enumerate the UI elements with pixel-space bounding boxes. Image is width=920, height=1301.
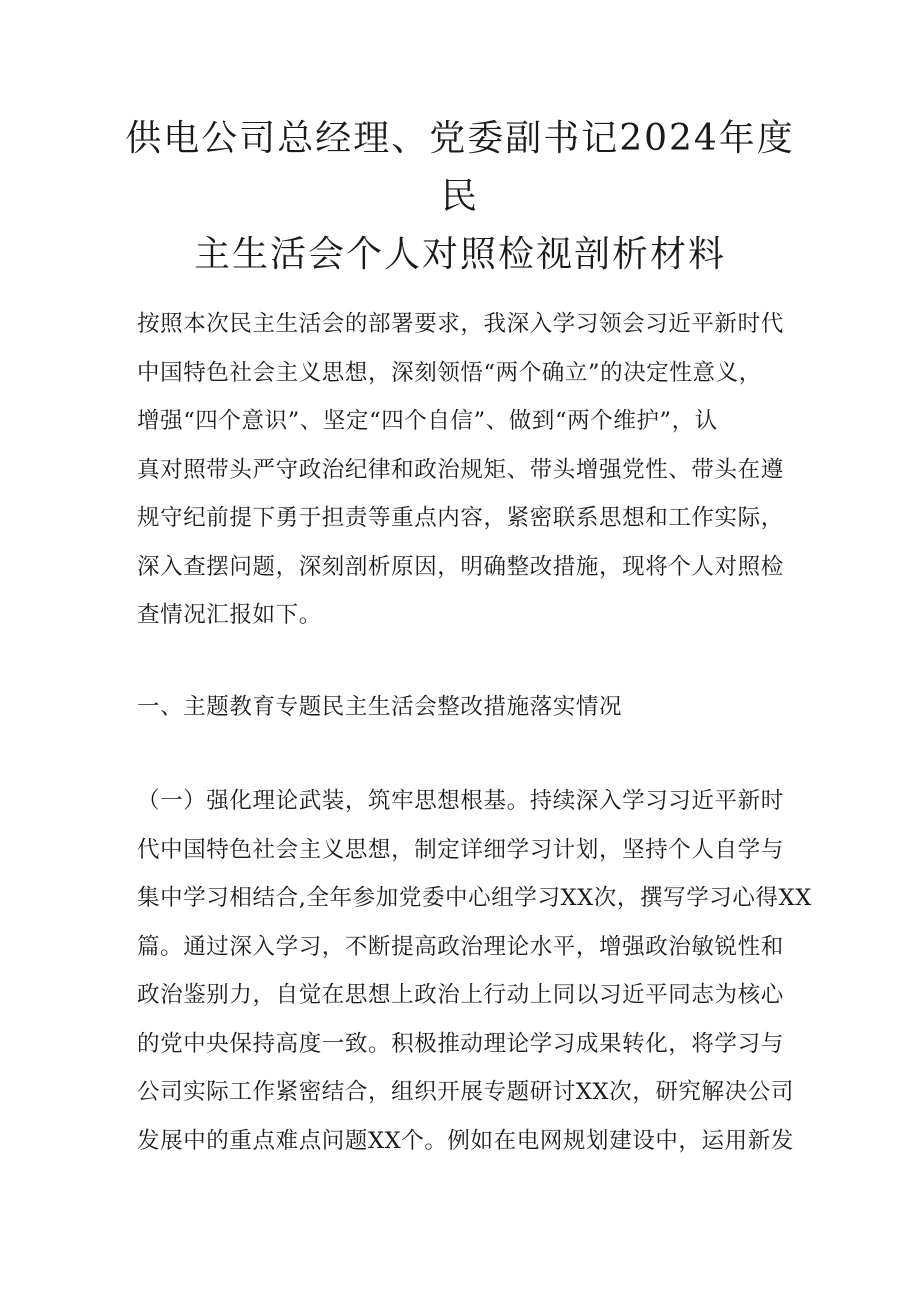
title-line: 供电公司总经理、党委副书记2024年度民	[125, 118, 795, 217]
paragraph-line: 集中学习相结合,全年参加党委中心组学习XX次，撰写学习心得XX	[137, 885, 812, 911]
paragraph-line: 代中国特色社会主义思想，制定详细学习计划，坚持个人自学与	[137, 836, 784, 863]
document-title	[120, 110, 800, 284]
paragraph-line: （一）强化理论武装，筑牢思想根基。持续深入学习习近平新时	[137, 788, 784, 814]
subsection-paragraph	[137, 777, 812, 1165]
title-line: 主生活会个人对照检视剖析材料	[193, 234, 726, 275]
paragraph-line: 公司实际工作紧密结合，组织开展专题研讨XX次，研究解决公司	[137, 1079, 794, 1105]
section-heading-text: 一、主题教育专题民主生活会整改措施落实情况	[137, 694, 623, 720]
intro-paragraph	[137, 300, 787, 640]
paragraph-line: 的党中央保持高度一致。积极推动理论学习成果转化，将学习与	[137, 1030, 784, 1057]
intro-line: 查情况汇报如下。	[137, 602, 322, 628]
paragraph-line: 政治鉴别力，自觉在思想上政治上行动上同以习近平同志为核心	[137, 982, 784, 1008]
intro-line: 增强“四个意识”、坚定“四个自信”、做到“两个维护”，认	[137, 408, 718, 434]
intro-line: 真对照带头严守政治纪律和政治规矩、带头增强党性、带头在遵	[137, 456, 784, 483]
intro-line: 规守纪前提下勇于担责等重点内容，紧密联系思想和工作实际，	[137, 505, 784, 531]
paragraph-line: 篇。通过深入学习，不断提高政治理论水平，增强政治敏锐性和	[137, 933, 784, 960]
intro-line: 中国特色社会主义思想，深刻领悟“两个确立”的决定性意义，	[137, 359, 762, 386]
section-heading	[137, 683, 787, 732]
intro-line: 深入查摆问题，深刻剖析原因，明确整改措施，现将个人对照检	[137, 553, 784, 580]
paragraph-line: 发展中的重点难点问题XX个。例如在电网规划建设中，运用新发	[137, 1127, 794, 1154]
intro-line: 按照本次民主生活会的部署要求，我深入学习领会习近平新时代	[137, 311, 784, 337]
